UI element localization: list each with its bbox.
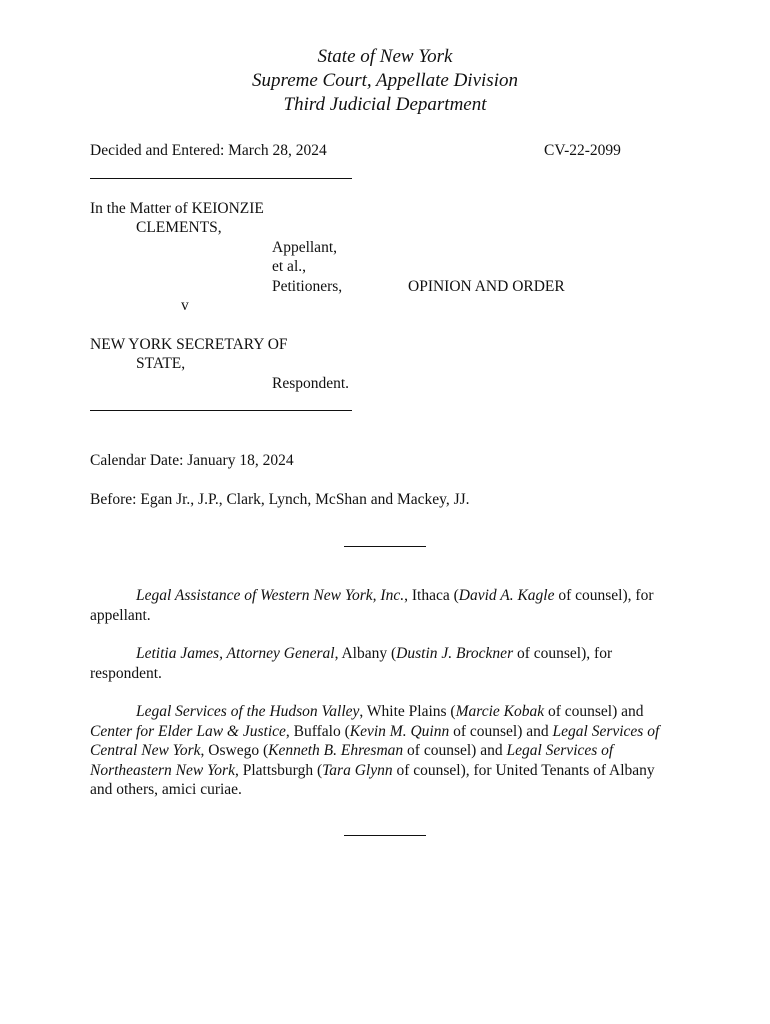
calendar-date: Calendar Date: January 18, 2024: [90, 452, 294, 469]
petitioner-name-line2: CLEMENTS,: [136, 219, 222, 236]
versus: v: [181, 297, 189, 314]
counsel-appellant-org: Legal Assistance of Western New York, Inc.: [136, 587, 405, 604]
court-state: State of New York: [317, 46, 453, 67]
bench: Before: Egan Jr., J.P., Clark, Lynch, McShan and Mackey, JJ.: [90, 491, 470, 508]
caption-top-rule: [90, 178, 352, 179]
respondent-role: Respondent.: [272, 375, 350, 392]
opinion-title: OPINION AND ORDER: [408, 278, 565, 295]
counsel-appellant-attorney: David A. Kagle: [458, 587, 555, 604]
court-name: Supreme Court, Appellate Division: [252, 70, 518, 91]
counsel-respondent-org: Letitia James, Attorney General: [136, 645, 335, 662]
counsel-amici: Legal Services of the Hudson Valley, White Plains (Marcie Kobak of counsel) and Center for Elder Law & Justice, Buffalo (Kevin M. Quinn of counsel) and Legal Services of Central New York, Oswego (Kenneth B. Ehresman of counsel) and Legal Services of Northeastern New York, Plattsburgh (Tara Glynn of counsel), for United Tenants of Albany and others, amici curiae.: [90, 703, 660, 798]
petitioner-role-appellant: Appellant,: [272, 239, 337, 256]
petitioner-role-etal: et al.,: [272, 258, 306, 275]
decided-date: Decided and Entered: March 28, 2024: [90, 142, 327, 159]
counsel-respondent-attorney: Dustin J. Brockner: [396, 645, 514, 662]
counsel-respondent: Letitia James, Attorney General, Albany (Dustin J. Brockner of counsel), for respondent.: [90, 645, 613, 682]
docket-number: CV-22-2099: [544, 142, 621, 159]
caption-bottom-rule: [90, 410, 352, 411]
counsel-appellant: Legal Assistance of Western New York, Inc., Ithaca (David A. Kagle of counsel), for appellant.: [90, 587, 654, 624]
separator-rule-2: [344, 835, 426, 836]
petitioner-role-petitioners: Petitioners,: [272, 278, 343, 295]
respondent-name-line1: NEW YORK SECRETARY OF: [90, 336, 288, 353]
respondent-name-line2: STATE,: [136, 355, 186, 372]
petitioner-name-line1: In the Matter of KEIONZIE: [90, 200, 264, 217]
court-department: Third Judicial Department: [283, 94, 487, 115]
separator-rule-1: [344, 546, 426, 547]
